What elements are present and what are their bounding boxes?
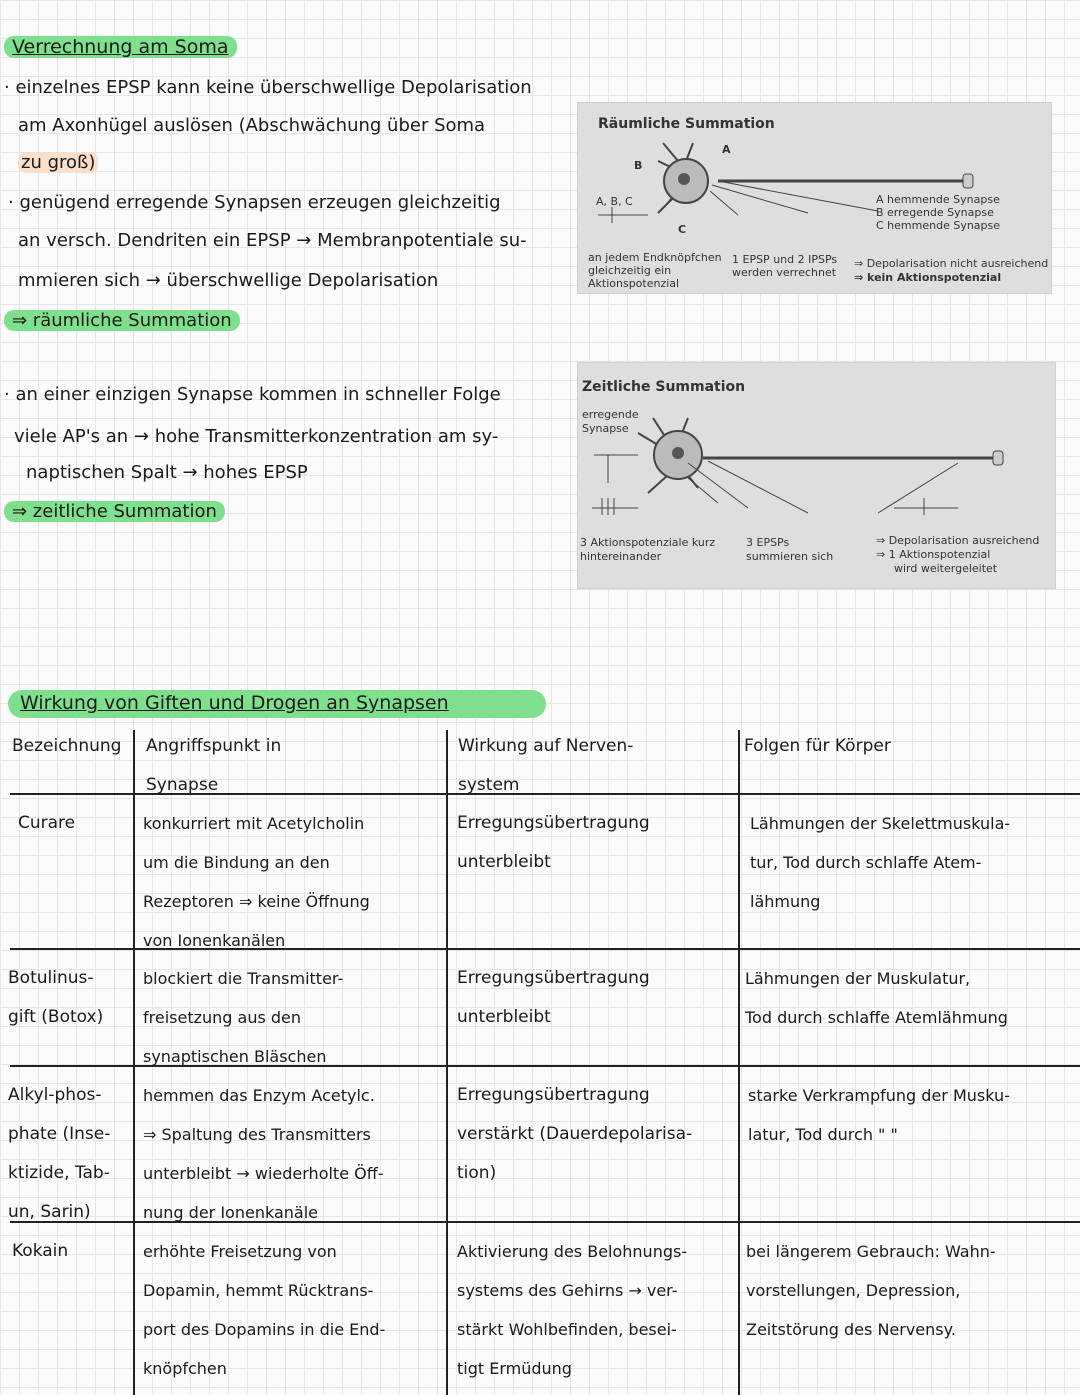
- table-title: Wirkung von Giften und Drogen an Synapsen: [20, 692, 449, 714]
- label-a: A: [722, 143, 731, 156]
- figure-zeitliche-summation: [578, 363, 1055, 588]
- result-zeitliche-summation: ⇒ zeitliche Summation: [4, 499, 225, 525]
- caption-right-2: ⇒ 1 Aktionspotenzial: [876, 548, 991, 561]
- caption-left-2: hintereinander: [580, 550, 662, 563]
- caption-right-3: wird weitergeleitet: [894, 562, 998, 575]
- caption-right-1: ⇒ Depolarisation ausreichend: [876, 534, 1040, 547]
- label-c: C: [678, 223, 687, 236]
- heading-text: Verrechnung am Soma: [4, 36, 237, 58]
- note-line-9: naptischen Spalt → hohes EPSP: [26, 462, 308, 483]
- header-folgen: Folgen für Körper: [744, 736, 891, 756]
- note-line-8: viele AP's an → hohe Transmitterkonzentration am sy-: [14, 426, 499, 447]
- legend-line-1: A hemmende Synapse: [876, 193, 1000, 206]
- note-line-3: zu groß): [18, 150, 98, 176]
- table-row-3-consequence: starke Verkrampfung der Musku- latur, Tod durch " ": [748, 1086, 1010, 1144]
- figure-title: Zeitliche Summation: [582, 379, 746, 395]
- result-raeumliche-summation: ⇒ räumliche Summation: [4, 308, 240, 334]
- caption-right-1: ⇒ Depolarisation nicht ausreichend: [854, 257, 1049, 270]
- label-synapse-1: erregende: [582, 408, 639, 421]
- legend-line-2: B erregende Synapse: [876, 206, 994, 219]
- note-line-5: an versch. Dendriten ein EPSP → Membranpotentiale su-: [18, 230, 527, 251]
- label-synapse-2: Synapse: [582, 422, 629, 435]
- caption-mid-1: 3 EPSPs: [746, 536, 790, 549]
- caption-right-2: ⇒ kein Aktionspotenzial: [854, 271, 1002, 284]
- table-row-4-effect: Aktivierung des Belohnungs- systems des Gehirns → ver- stärkt Wohlbefinden, besei- tigt Ermüdung: [457, 1242, 688, 1378]
- table-row-1-name: Curare: [18, 813, 76, 833]
- label-b: B: [634, 159, 643, 172]
- table-row-3-target: hemmen das Enzym Acetylc. ⇒ Spaltung des Transmitters unterbleibt → wiederholte Öff- nung der Ionenkanäle: [143, 1086, 384, 1222]
- table-row-3-name: Alkyl-phos- phate (Inse- ktizide, Tab- un, Sarin): [8, 1085, 111, 1222]
- table-row-4-target: erhöhte Freisetzung von Dopamin, hemmt Rücktrans- port des Dopamins in die End- knöpfchen: [143, 1242, 386, 1378]
- note-line-2: am Axonhügel auslösen (Abschwächung über Soma: [18, 115, 486, 136]
- table-row-4-consequence: bei längerem Gebrauch: Wahn- vorstellungen, Depression, Zeitstörung des Nervensy.: [746, 1242, 996, 1339]
- header-wirkung: Wirkung auf Nerven- system: [458, 736, 634, 795]
- table-row-1-effect: Erregungsübertragung unterbleibt: [457, 813, 650, 872]
- caption-mid-1: 1 EPSP und 2 IPSPs: [732, 253, 838, 266]
- caption-left-3: Aktionspotenzial: [588, 277, 680, 290]
- table-row-4-name: Kokain: [12, 1241, 69, 1261]
- caption-left-1: 3 Aktionspotenziale kurz: [580, 536, 716, 549]
- header-bezeichnung: Bezeichnung: [12, 736, 122, 756]
- figure-raeumliche-summation: [578, 103, 1051, 293]
- col-divider-2: [446, 730, 448, 1395]
- table-row-2-effect: Erregungsübertragung unterbleibt: [457, 968, 650, 1027]
- header-angriffspunkt: Angriffspunkt in Synapse: [146, 736, 282, 795]
- col-divider-1: [133, 730, 135, 1395]
- note-line-1: · einzelnes EPSP kann keine überschwellige Depolarisation: [4, 77, 532, 98]
- poisons-drugs-table: [0, 690, 1080, 1395]
- note-line-6: mmieren sich → überschwellige Depolarisation: [18, 270, 439, 291]
- table-row-1-target: konkurriert mit Acetylcholin um die Bindung an den Rezeptoren ⇒ keine Öffnung von Ionenkanälen: [143, 814, 370, 950]
- table-row-2-target: blockiert die Transmitter- freisetzung aus den synaptischen Bläschen: [143, 969, 344, 1066]
- label-abc: A, B, C: [596, 195, 633, 208]
- section-heading-verrechnung: [4, 36, 237, 58]
- legend-line-3: C hemmende Synapse: [876, 219, 1001, 232]
- note-line-4: · genügend erregende Synapsen erzeugen gleichzeitig: [8, 192, 501, 213]
- table-row-2-name: Botulinus- gift (Botox): [8, 968, 104, 1027]
- caption-mid-2: summieren sich: [746, 550, 834, 563]
- table-row-2-consequence: Lähmungen der Muskulatur, Tod durch schlaffe Atemlähmung: [745, 969, 1008, 1027]
- note-line-7: · an einer einzigen Synapse kommen in schneller Folge: [4, 384, 501, 405]
- table-title-bar: [8, 690, 546, 718]
- figure-title: Räumliche Summation: [598, 116, 775, 132]
- table-row-1-consequence: Lähmungen der Skelettmuskula- tur, Tod durch schlaffe Atem- lähmung: [750, 814, 1011, 911]
- col-divider-3: [738, 730, 740, 1395]
- caption-left-1: an jedem Endknöpfchen: [588, 251, 722, 264]
- caption-left-2: gleichzeitig ein: [588, 264, 672, 277]
- caption-mid-2: werden verrechnet: [732, 266, 837, 279]
- table-row-3-effect: Erregungsübertragung verstärkt (Dauerdepolarisa- tion): [457, 1085, 693, 1183]
